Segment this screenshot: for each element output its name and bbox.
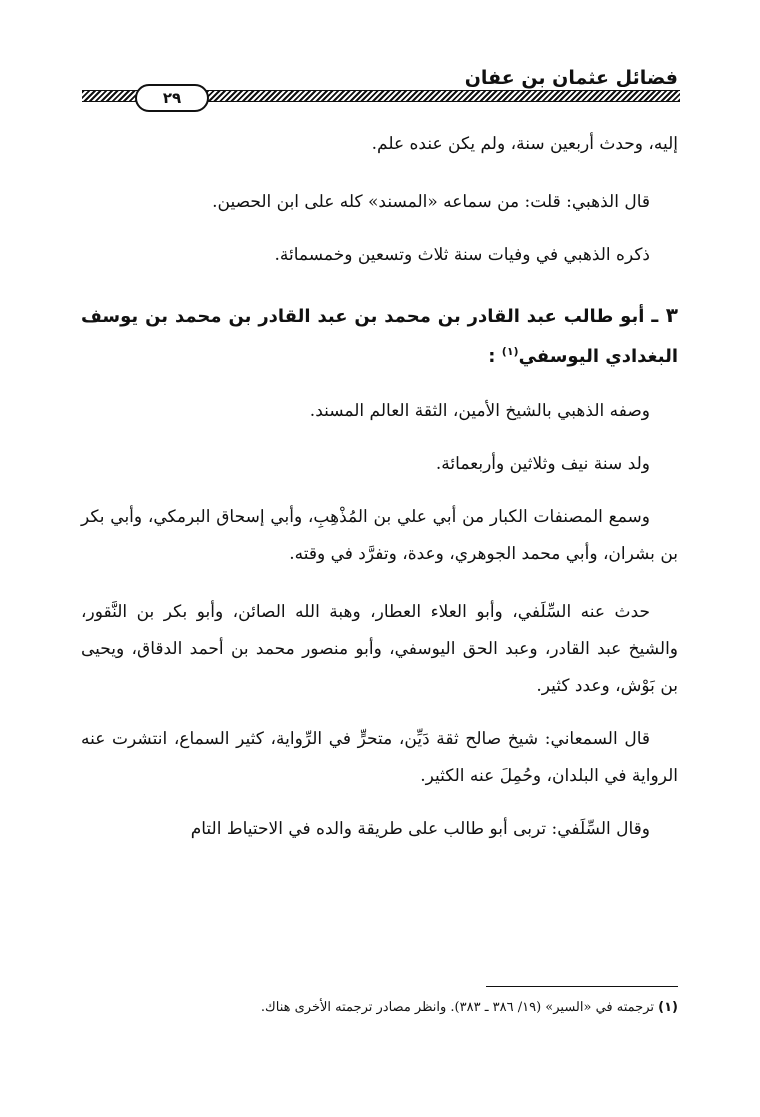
footnote-number: (١) <box>658 1000 678 1015</box>
entry-colon: : <box>488 346 496 367</box>
footnote-separator <box>486 986 678 987</box>
page-number: ٢٩ <box>162 89 182 107</box>
body-text <box>81 126 678 848</box>
paragraph-death-year: ذكره الذهبي في وفيات سنة ثلاث وتسعين وخمسمائة. <box>274 245 650 265</box>
entry-name: أبو طالب عبد القادر بن محمد بن عبد القادر بن محمد بن يوسف البغدادي اليوسفي <box>81 306 678 367</box>
running-title: فضائل عثمان بن عفان <box>464 67 678 89</box>
paragraph-continuation: إليه، وحدث أربعين سنة، ولم يكن عنده علم. <box>371 134 678 154</box>
paragraph-teachers: وسمع المصنفات الكبار من أبي علي بن المُذْهِبِ، وأبي إسحاق البرمكي، وأبي بكر بن بشران، وأبي محمد الجوهري، وعدة، وتفرَّد في وقته. <box>81 507 678 564</box>
paragraph-silafi: وقال السِّلَفي: تربى أبو طالب على طريقة والده في الاحتياط التام <box>190 819 650 839</box>
paragraph-dhahabi-note: قال الذهبي: قلت: من سماعه «المسند» كله على ابن الحصين. <box>212 192 650 212</box>
footnote-reference: (١) <box>501 345 519 358</box>
paragraph-description: وصفه الذهبي بالشيخ الأمين، الثقة العالم المسند. <box>309 401 650 421</box>
paragraph-birth: ولد سنة نيف وثلاثين وأربعمائة. <box>435 454 650 474</box>
footnote <box>80 998 678 1018</box>
entry-number: ٣ ـ <box>651 303 678 327</box>
footnote-text: ترجمته في «السير» (١٩/ ٣٨٦ ـ ٣٨٣). وانظر مصادر ترجمته الأخرى هناك. <box>260 1000 655 1015</box>
entry-heading <box>81 295 678 377</box>
page-number-badge <box>135 84 209 112</box>
paragraph-samaani: قال السمعاني: شيخ صالح ثقة دَيِّن، متحرٍّ في الرِّواية، كثير السماع، انتشرت عنه الرواية في البلدان، وحُمِلَ عنه الكثير. <box>81 729 678 786</box>
paragraph-students: حدث عنه السِّلَفي، وأبو العلاء العطار، وهبة الله الصائن، وأبو بكر بن النَّقور، والشيخ عبد القادر، وعبد الحق اليوسفي، وأبو منصور محمد بن أحمد الدقاق، ويحيى بن بَوْش، وعدد كثير. <box>81 602 678 696</box>
